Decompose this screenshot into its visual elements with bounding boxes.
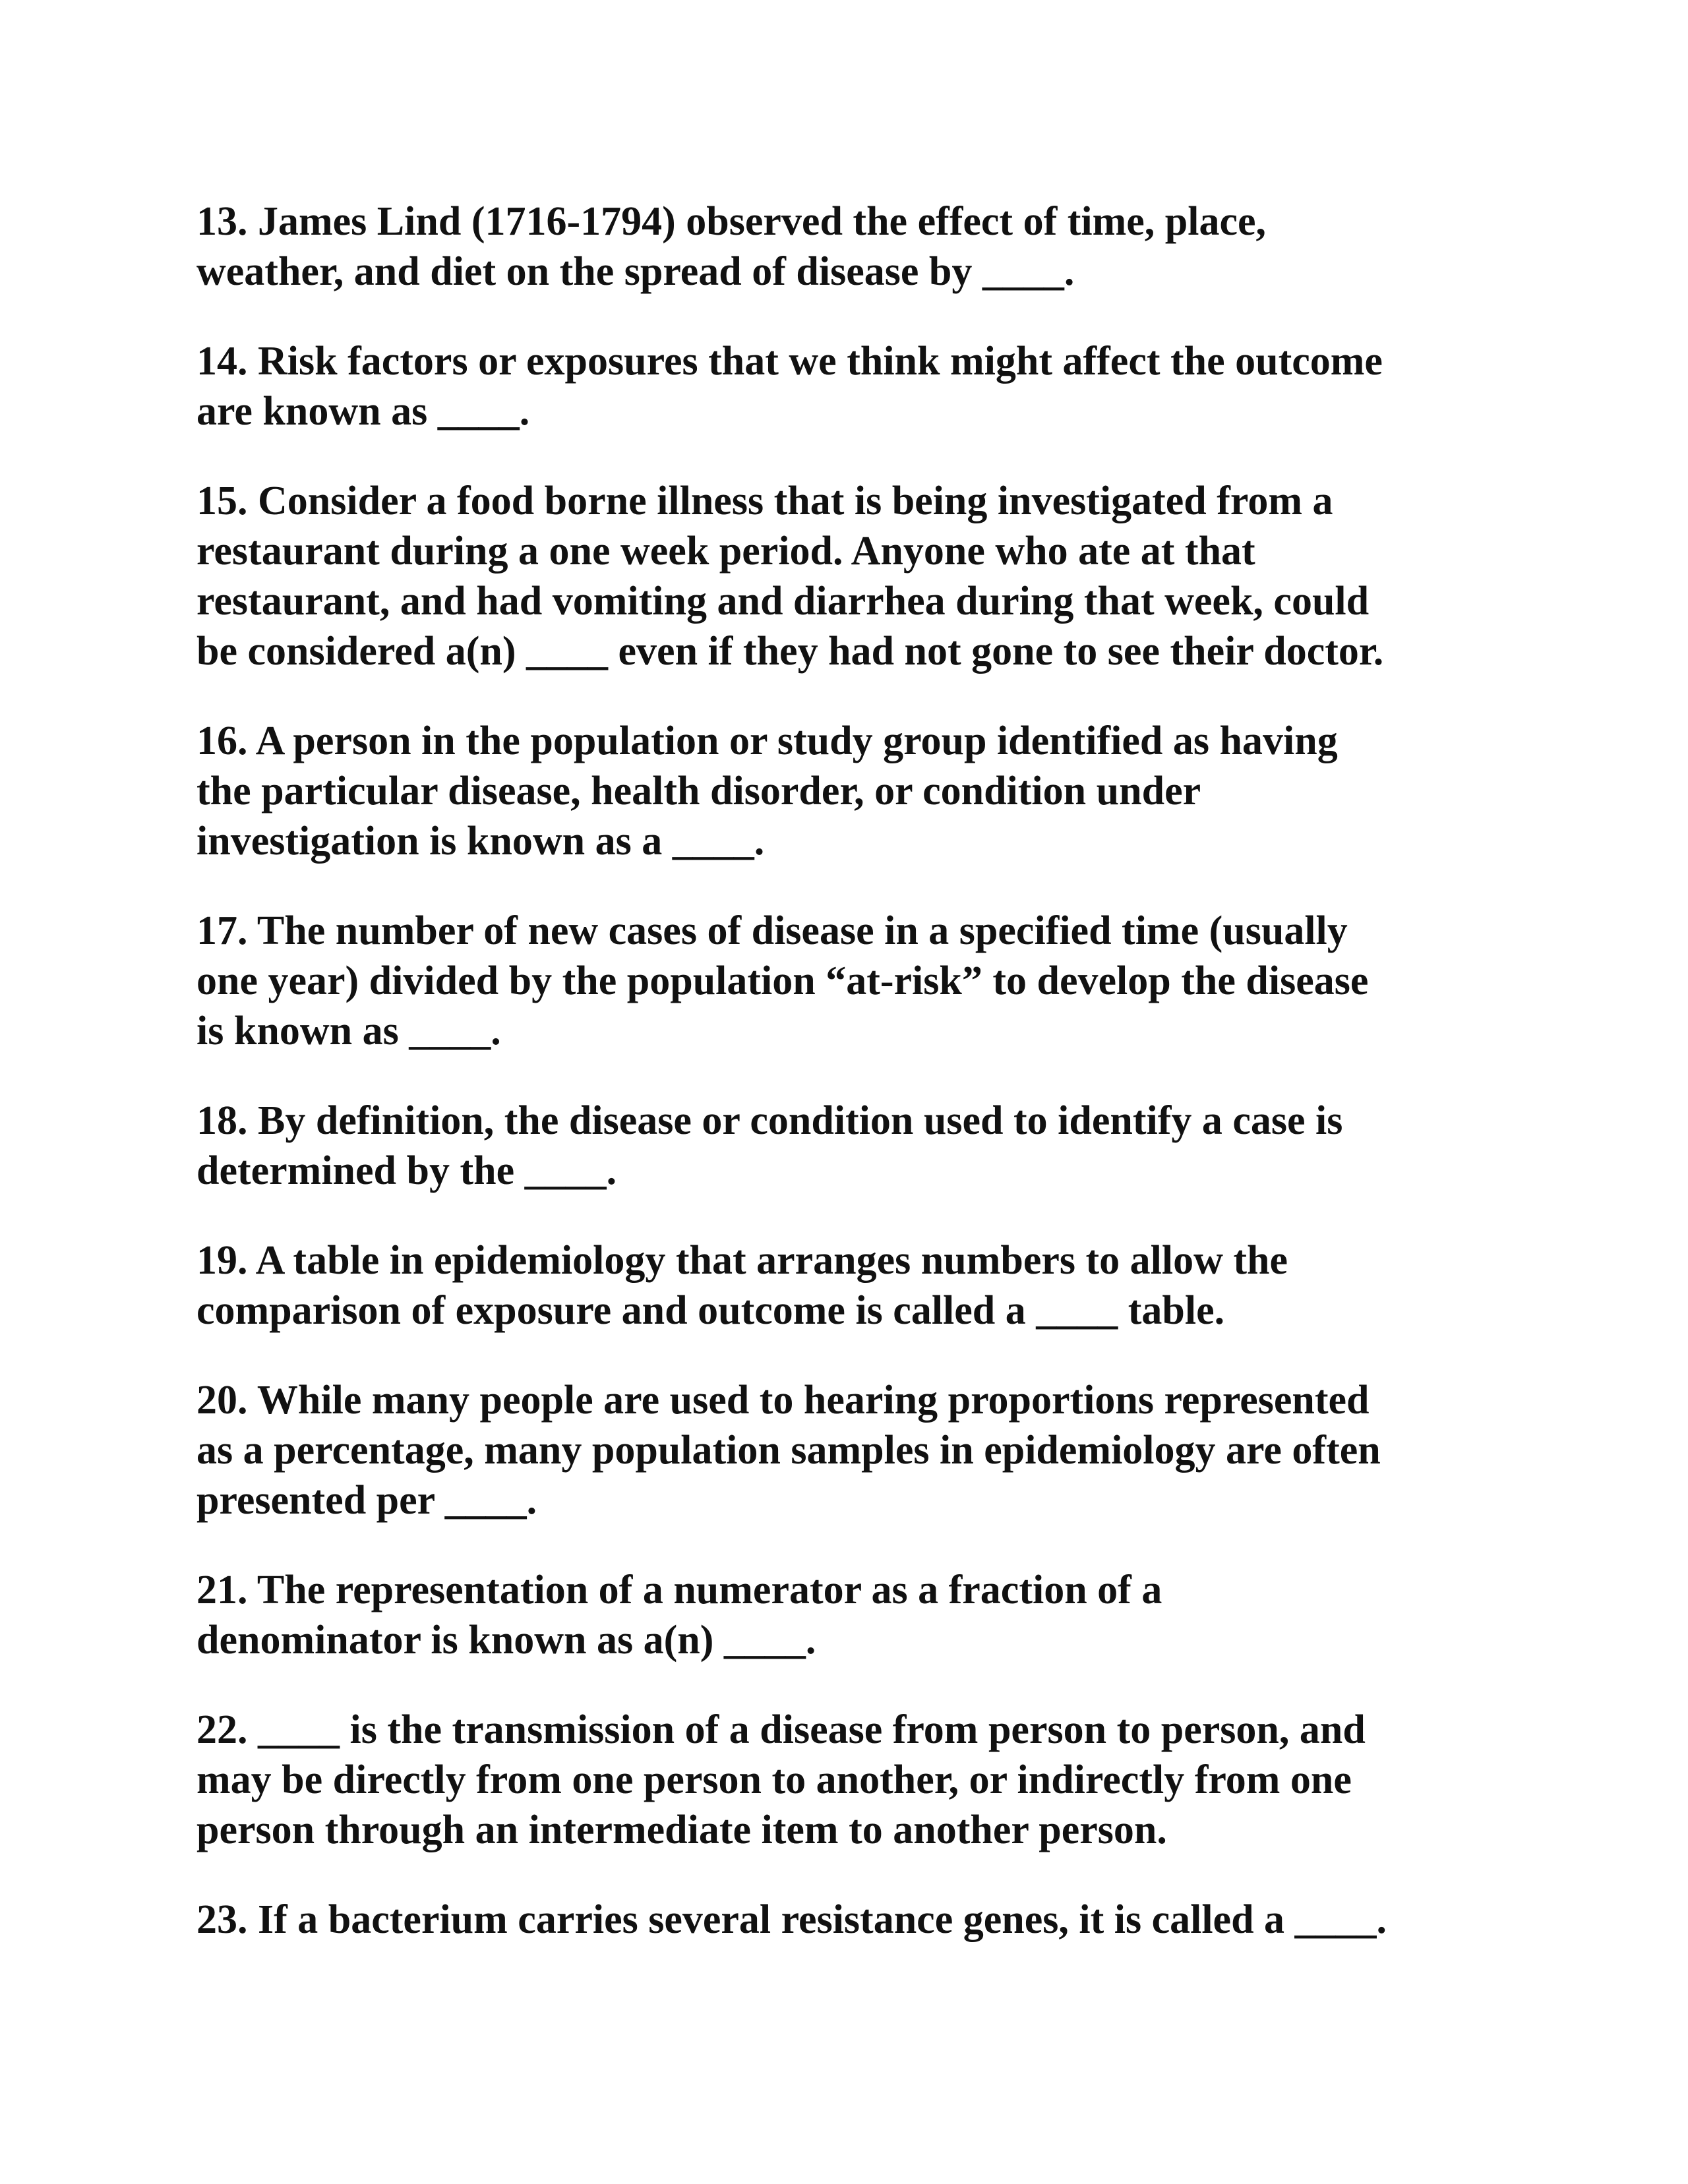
question-13 xyxy=(196,196,1509,297)
question-line: denominator is known as a(n) ____. xyxy=(196,1618,816,1663)
question-line: 17. The number of new cases of disease in a specified time (usually xyxy=(196,908,1348,953)
question-line: is known as ____. xyxy=(196,1009,501,1053)
question-line: 20. While many people are used to hearing proportions represented xyxy=(196,1378,1370,1423)
question-line: as a percentage, many population samples in epidemiology are often xyxy=(196,1428,1381,1473)
question-23 xyxy=(196,1895,1509,1945)
question-14 xyxy=(196,336,1509,436)
question-22 xyxy=(196,1705,1509,1855)
question-line: the particular disease, health disorder, or condition under xyxy=(196,769,1201,813)
question-17 xyxy=(196,906,1509,1056)
question-21 xyxy=(196,1565,1509,1665)
question-line: restaurant during a one week period. Anyone who ate at that xyxy=(196,529,1255,574)
question-line: 14. Risk factors or exposures that we think might affect the outcome xyxy=(196,339,1383,384)
question-line: are known as ____. xyxy=(196,389,530,434)
question-line: presented per ____. xyxy=(196,1478,537,1523)
question-line: comparison of exposure and outcome is called a ____ table. xyxy=(196,1288,1225,1333)
question-20 xyxy=(196,1375,1509,1525)
question-19 xyxy=(196,1235,1509,1336)
question-line: 21. The representation of a numerator as a fraction of a xyxy=(196,1568,1162,1612)
question-line: 15. Consider a food borne illness that is being investigated from a xyxy=(196,479,1333,523)
question-line: restaurant, and had vomiting and diarrhea during that week, could xyxy=(196,579,1370,624)
question-line: 22. ____ is the transmission of a disease from person to person, and xyxy=(196,1707,1366,1752)
question-line: determined by the ____. xyxy=(196,1148,617,1193)
question-line: one year) divided by the population “at-risk” to develop the disease xyxy=(196,959,1369,1003)
question-line: 18. By definition, the disease or condition used to identify a case is xyxy=(196,1098,1343,1143)
question-line: be considered a(n) ____ even if they had not gone to see their doctor. xyxy=(196,629,1384,674)
question-line: 13. James Lind (1716-1794) observed the effect of time, place, xyxy=(196,199,1266,244)
question-line: investigation is known as a ____. xyxy=(196,819,765,864)
question-line: 23. If a bacterium carries several resistance genes, it is called a ____. xyxy=(196,1897,1387,1942)
question-line: weather, and diet on the spread of disease by ____. xyxy=(196,249,1075,294)
question-line: 19. A table in epidemiology that arranges numbers to allow the xyxy=(196,1238,1288,1283)
question-line: 16. A person in the population or study group identified as having xyxy=(196,719,1338,763)
question-list xyxy=(196,196,1509,1984)
question-15 xyxy=(196,476,1509,676)
question-16 xyxy=(196,716,1509,866)
question-line: may be directly from one person to another, or indirectly from one xyxy=(196,1757,1352,1802)
question-18 xyxy=(196,1096,1509,1196)
question-line: person through an intermediate item to another person. xyxy=(196,1808,1167,1852)
